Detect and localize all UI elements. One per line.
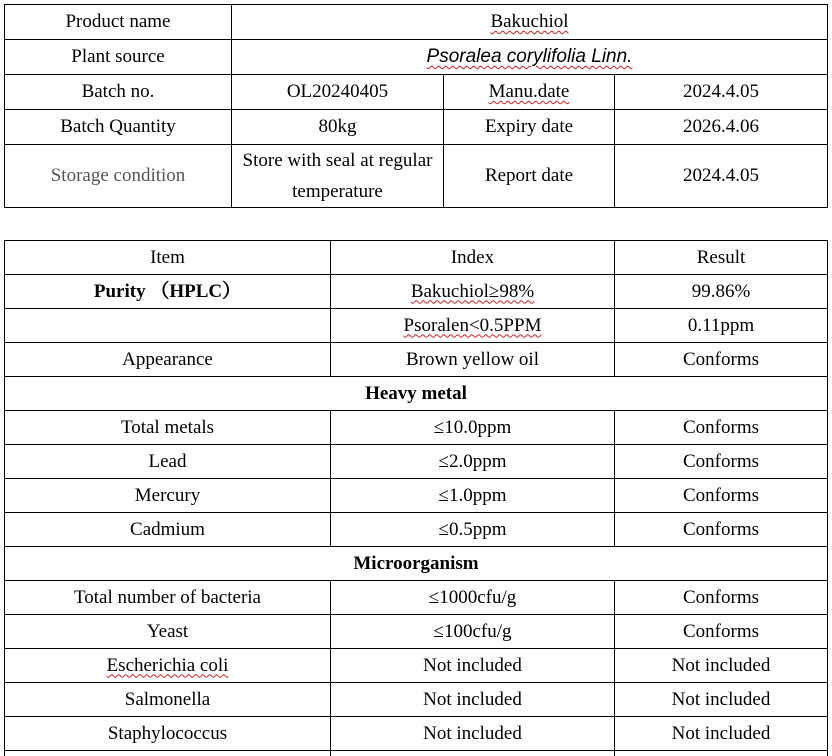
- table-row: [5, 479, 828, 513]
- salmonella-item: Salmonella: [5, 683, 331, 717]
- table-row: [5, 717, 828, 751]
- expiry-date-label: Expiry date: [444, 110, 615, 145]
- bakuchiol-index-text: Bakuchiol≥98%: [410, 280, 535, 302]
- staphylococcus-result: Not included: [615, 717, 828, 751]
- plant-source-label: Plant source: [5, 40, 232, 75]
- storage-condition-value: Store with seal at regular temperature: [232, 145, 444, 208]
- salmonella-index: Not included: [331, 683, 615, 717]
- purity-item: Purity （HPLC）: [5, 275, 331, 309]
- result-header: Result: [615, 241, 828, 275]
- lead-item: Lead: [5, 445, 331, 479]
- ecoli-item-text: Escherichia coli: [106, 654, 229, 676]
- yeast-result: Conforms: [615, 615, 828, 649]
- batch-quantity-row: [5, 110, 828, 145]
- bacteria-item: Total number of bacteria: [5, 581, 331, 615]
- cadmium-index: ≤0.5ppm: [331, 513, 615, 547]
- report-date-label: Report date: [444, 145, 615, 208]
- bakuchiol-result: 99.86%: [615, 275, 828, 309]
- plant-source-row: [5, 40, 828, 75]
- table-row: [5, 445, 828, 479]
- table-row: [5, 513, 828, 547]
- table-row: [5, 581, 828, 615]
- purity-row: [5, 275, 828, 309]
- cadmium-result: Conforms: [615, 513, 828, 547]
- product-info-table: [4, 4, 828, 208]
- batch-quantity-value: 80kg: [232, 110, 444, 145]
- specification-table: [4, 240, 828, 756]
- ecoli-item: [5, 649, 331, 683]
- yeast-index: ≤100cfu/g: [331, 615, 615, 649]
- cadmium-item: Cadmium: [5, 513, 331, 547]
- appearance-result: Conforms: [615, 343, 828, 377]
- mercury-result: Conforms: [615, 479, 828, 513]
- total-metals-result: Conforms: [615, 411, 828, 445]
- psoralen-index-text: Psoralen<0.5PPM: [403, 314, 542, 336]
- table-row: [5, 751, 828, 756]
- table-row: [5, 615, 828, 649]
- product-name-text: Bakuchiol: [490, 11, 569, 32]
- appearance-item: Appearance: [5, 343, 331, 377]
- ecoli-result: Not included: [615, 649, 828, 683]
- heavy-metal-section-row: [5, 377, 828, 411]
- manu-date-label-text: Manu.date: [488, 81, 570, 102]
- total-metals-item: Total metals: [5, 411, 331, 445]
- salmonella-result: Not included: [615, 683, 828, 717]
- storage-row: [5, 145, 828, 208]
- lead-result: Conforms: [615, 445, 828, 479]
- expiry-date-value: 2026.4.06: [615, 110, 828, 145]
- product-name-value: [232, 5, 828, 40]
- psoralen-row: [5, 309, 828, 343]
- heavy-metal-section-title: Heavy metal: [5, 377, 828, 411]
- report-date-value: 2024.4.05: [615, 145, 828, 208]
- total-metals-index: ≤10.0ppm: [331, 411, 615, 445]
- table-row: [5, 411, 828, 445]
- batch-no-label: Batch no.: [5, 75, 232, 110]
- cut-off-cell: [5, 751, 331, 756]
- product-name-row: [5, 5, 828, 40]
- cut-off-cell: [331, 751, 615, 756]
- index-header: Index: [331, 241, 615, 275]
- cut-off-cell: [615, 751, 828, 756]
- mercury-item: Mercury: [5, 479, 331, 513]
- batch-quantity-label: Batch Quantity: [5, 110, 232, 145]
- psoralen-index: [331, 309, 615, 343]
- bacteria-index: ≤1000cfu/g: [331, 581, 615, 615]
- psoralen-result: 0.11ppm: [615, 309, 828, 343]
- staphylococcus-index: Not included: [331, 717, 615, 751]
- bakuchiol-index: [331, 275, 615, 309]
- microorganism-section-row: [5, 547, 828, 581]
- plant-source-text: Psoralea corylifolia Linn.: [426, 46, 633, 67]
- mercury-index: ≤1.0ppm: [331, 479, 615, 513]
- table-row: [5, 649, 828, 683]
- manu-date-label: [444, 75, 615, 110]
- lead-index: ≤2.0ppm: [331, 445, 615, 479]
- appearance-index: Brown yellow oil: [331, 343, 615, 377]
- bacteria-result: Conforms: [615, 581, 828, 615]
- plant-source-value: [232, 40, 828, 75]
- ecoli-index: Not included: [331, 649, 615, 683]
- storage-condition-label: Storage condition: [5, 145, 232, 208]
- manu-date-value: 2024.4.05: [615, 75, 828, 110]
- table-row: [5, 683, 828, 717]
- item-header: Item: [5, 241, 331, 275]
- yeast-item: Yeast: [5, 615, 331, 649]
- appearance-row: [5, 343, 828, 377]
- batch-no-value: OL20240405: [232, 75, 444, 110]
- psoralen-item-empty: [5, 309, 331, 343]
- product-name-label: Product name: [5, 5, 232, 40]
- staphylococcus-item: Staphylococcus: [5, 717, 331, 751]
- microorganism-section-title: Microorganism: [5, 547, 828, 581]
- batch-no-row: [5, 75, 828, 110]
- spec-header-row: [5, 241, 828, 275]
